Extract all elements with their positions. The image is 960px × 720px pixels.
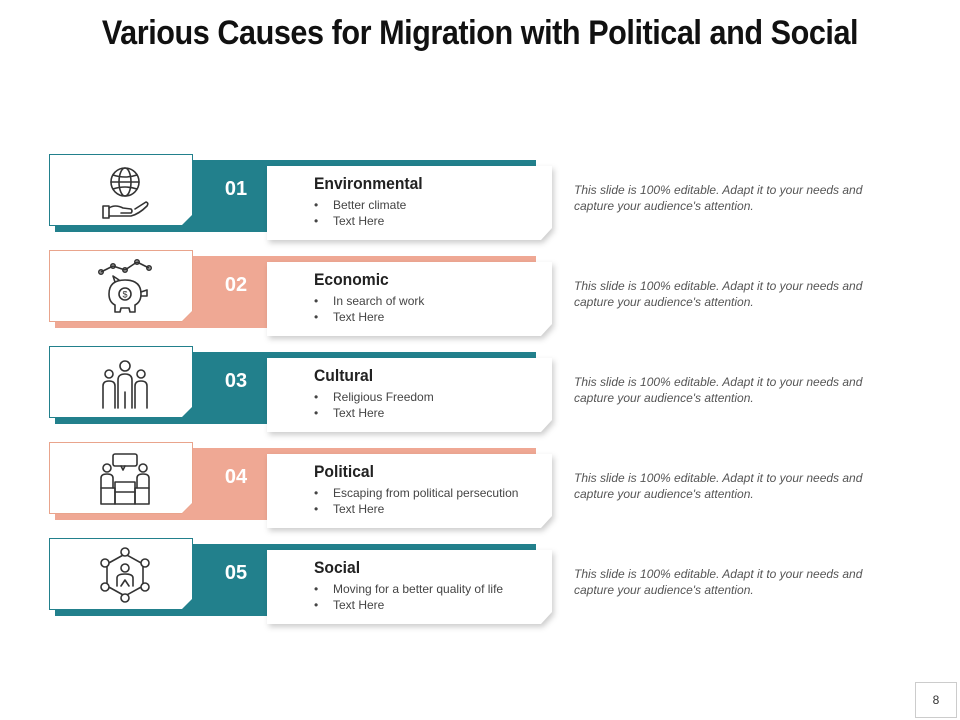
- item-description: This slide is 100% editable. Adapt it to your needs and capture your audience's attention.: [574, 279, 863, 309]
- item-description: This slide is 100% editable. Adapt it to your needs and capture your audience's attention.: [574, 375, 863, 405]
- bullet-item: • Text Here: [314, 597, 503, 613]
- network-person-icon: [95, 544, 155, 604]
- bullet-item: • In search of work: [314, 293, 424, 309]
- item-description: This slide is 100% editable. Adapt it to your needs and capture your audience's attention.: [574, 471, 863, 501]
- bullet-item: • Religious Freedom: [314, 389, 434, 405]
- bullet-item: • Text Here: [314, 405, 434, 421]
- bullet-item: • Better climate: [314, 197, 406, 213]
- item-heading: Political: [314, 462, 374, 481]
- bullet-list: [314, 581, 503, 613]
- bullet-item: • Text Here: [314, 501, 518, 517]
- item-number: 03: [224, 370, 248, 392]
- icon-card: [49, 154, 193, 226]
- globe-hand-icon: [95, 160, 155, 220]
- item-heading: Economic: [314, 270, 389, 289]
- icon-card: [49, 346, 193, 418]
- item-number: 02: [224, 274, 248, 296]
- list-item-cultural: [0, 346, 960, 430]
- item-description: This slide is 100% editable. Adapt it to your needs and capture your audience's attention.: [574, 183, 863, 213]
- bullet-item: • Escaping from political persecution: [314, 485, 518, 501]
- icon-card: [49, 442, 193, 514]
- list-item-social: [0, 538, 960, 622]
- bullet-item: • Text Here: [314, 213, 406, 229]
- item-heading: Cultural: [314, 366, 374, 385]
- item-number: 05: [224, 562, 248, 584]
- svg-text:$: $: [122, 289, 128, 300]
- item-description: This slide is 100% editable. Adapt it to your needs and capture your audience's attention.: [574, 567, 863, 597]
- page-title: Various Causes for Migration with Political and Social: [101, 14, 859, 52]
- bullet-list: [314, 197, 406, 229]
- piggy-bank-icon: [95, 256, 155, 316]
- page-number: 8: [915, 682, 957, 718]
- icon-card: [49, 250, 193, 322]
- bullet-item: • Text Here: [314, 309, 424, 325]
- bullet-list: [314, 293, 424, 325]
- item-heading: Environmental: [314, 174, 423, 193]
- item-heading: Social: [314, 558, 361, 577]
- bullet-item: • Moving for a better quality of life: [314, 581, 503, 597]
- bullet-list: [314, 389, 434, 421]
- people-group-icon: [95, 352, 155, 412]
- item-number: 01: [224, 178, 248, 200]
- bullet-list: [314, 485, 518, 517]
- list-item-environmental: [0, 154, 960, 238]
- icon-card: [49, 538, 193, 610]
- list-item-political: [0, 442, 960, 526]
- list-item-economic: [0, 250, 960, 334]
- item-number: 04: [224, 466, 248, 488]
- debate-icon: [95, 448, 155, 508]
